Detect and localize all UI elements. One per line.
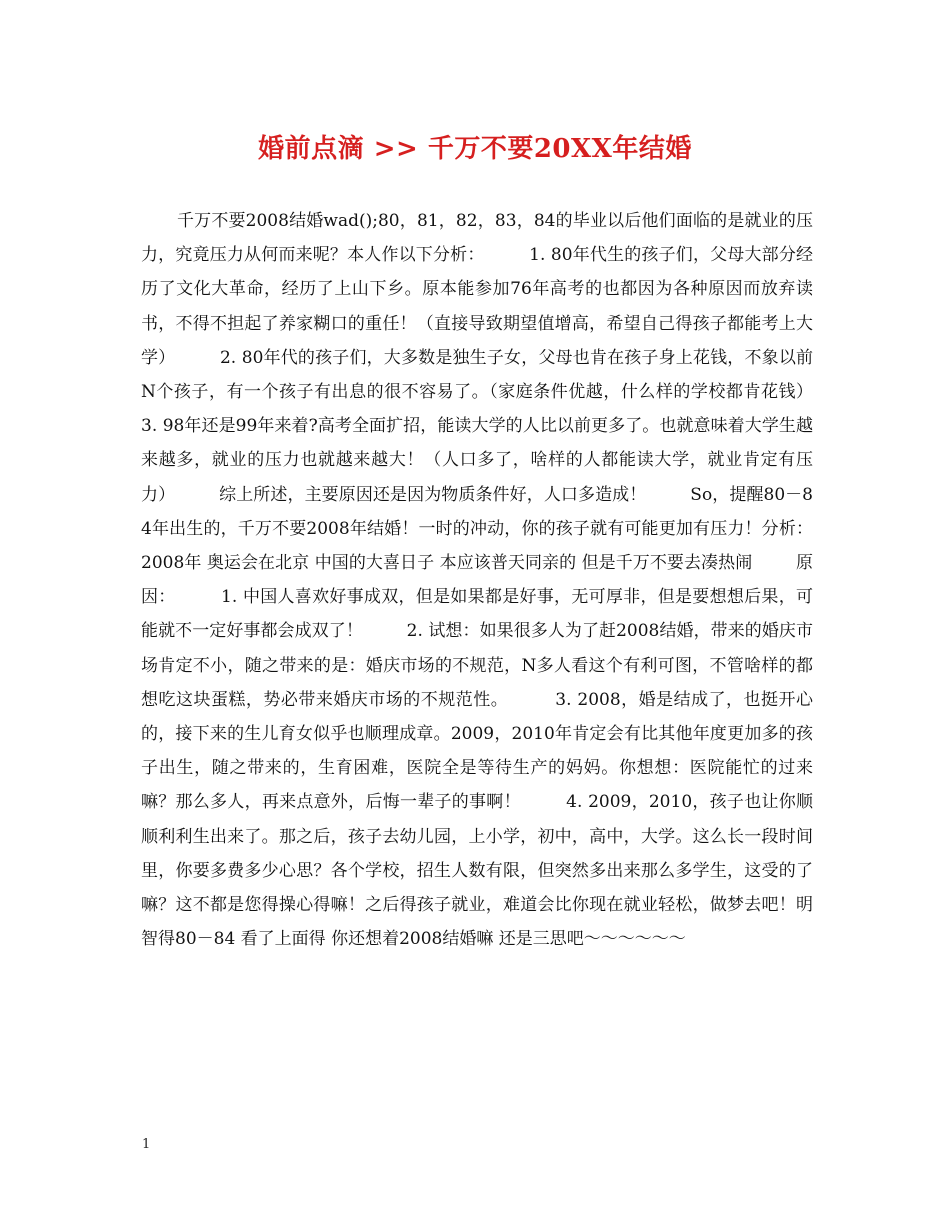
page-number: 1 <box>142 1137 151 1152</box>
document-title: 婚前点滴 >> 千万不要20XX年结婚 <box>258 134 692 164</box>
document-body: 千万不要2008结婚wad();80，81，82，83，84的毕业以后他们面临的是就业的压力，究竟压力从何而来呢？本人作以下分析： 1. 80年代生的孩子们，父母大部分经历了文化大革命，经历了上山下乡。原本能参加76年高考的也都因为各种原因而放弃读书，不得不担起了养家糊口的重任！（直接导致期望值增高，希望自己得孩子都能考上大学） 2. 80年代的孩子们，大多数是独生子女，父母也肯在孩子身上花钱，不象以前N个孩子，有一个孩子有出息的很不容易了。（家庭条件优越，什么样的学校都肯花钱） 3. 98年还是99年来着?高考全面扩招，能读大学的人比以前更多了。也就意味着大学生越来越多，就业的压力也就越来越大！（人口多了，啥样的人都能读大学，就业肯定有压力） 综上所述，主要原因还是因为物质条件好，人口多造成！ So，提醒80－84年出生的，千万不要2008年结婚！一时的冲动，你的孩子就有可能更加有压力！分析： 2008年 奥运会在北京 中国的大喜日子 本应该普天同亲的 但是千万不要去凑热闹 原因： 1. 中国人喜欢好事成双，但是如果都是好事，无可厚非，但是要想想后果，可能就不一定好事都会成双了！ 2. 试想：如果很多人为了赶2008结婚，带来的婚庆市场肯定不小，随之带来的是：婚庆市场的不规范，N多人看这个有利可图，不管啥样的都想吃这块蛋糕，势必带来婚庆市场的不规范性。 3. 2008，婚是结成了，也挺开心的，接下来的生儿育女似乎也顺理成章。2009，2010年肯定会有比其他年度更加多的孩子出生，随之带来的，生育困难，医院全是等待生产的妈妈。你想想：医院能忙的过来嘛？那么多人，再来点意外，后悔一辈子的事啊！ 4. 2009，2010，孩子也让你顺顺利利生出来了。那之后，孩子去幼儿园，上小学，初中，高中，大学。这么长一段时间里，你要多费多少心思？各个学校，招生人数有限，但突然多出来那么多学生，这受的了嘛？这不都是您得操心得嘛！之后得孩子就业，难道会比你现在就业轻松，做梦去吧！明智得80－84 看了上面得 你还想着2008结婚嘛 还是三思吧～～～～～～ <box>141 211 857 950</box>
